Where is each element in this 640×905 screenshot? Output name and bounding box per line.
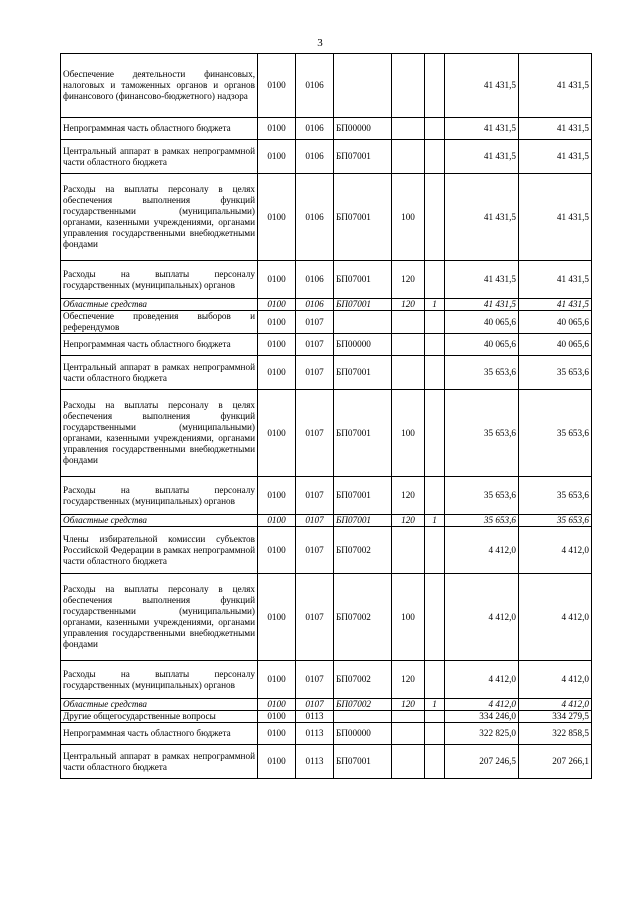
row-target-article: БП07001 — [334, 261, 392, 299]
row-source-code: 1 — [425, 515, 445, 527]
row-subsection-code: 0107 — [296, 477, 334, 515]
row-amount-year1: 35 653,6 — [445, 356, 519, 390]
row-name: Расходы на выплаты персоналу в целях обеспечения выполнения функций государственными (муниципальными) органами, казенными учреждениями, органами управления государственными внебюджетными фондами — [61, 174, 258, 261]
row-name: Обеспечение деятельности финансовых, налоговых и таможенных органов и органов финансового (финансово-бюджетного) надзора — [61, 54, 258, 118]
table-row — [61, 261, 592, 299]
row-source-code — [425, 174, 445, 261]
row-target-article: БП07002 — [334, 574, 392, 661]
row-name: Областные средства — [61, 515, 258, 527]
row-expense-type: 120 — [392, 515, 425, 527]
row-name: Непрограммная часть областного бюджета — [61, 723, 258, 745]
row-amount-year2: 35 653,6 — [519, 390, 592, 477]
row-name: Непрограммная часть областного бюджета — [61, 334, 258, 356]
table-row — [61, 54, 592, 118]
row-name: Областные средства — [61, 699, 258, 711]
row-name: Обеспечение проведения выборов и референдумов — [61, 311, 258, 334]
row-target-article: БП07001 — [334, 299, 392, 311]
row-amount-year1: 40 065,6 — [445, 311, 519, 334]
table-row — [61, 390, 592, 477]
row-amount-year2: 334 279,5 — [519, 711, 592, 723]
row-section-code: 0100 — [258, 140, 296, 174]
table-row — [61, 356, 592, 390]
row-name: Центральный аппарат в рамках непрограммной части областного бюджета — [61, 140, 258, 174]
row-target-article — [334, 54, 392, 118]
row-name: Расходы на выплаты персоналу государственных (муниципальных) органов — [61, 261, 258, 299]
row-amount-year2: 4 412,0 — [519, 661, 592, 699]
row-target-article: БП07002 — [334, 661, 392, 699]
row-source-code — [425, 661, 445, 699]
table-row — [61, 711, 592, 723]
row-amount-year1: 41 431,5 — [445, 261, 519, 299]
row-expense-type — [392, 745, 425, 779]
row-section-code: 0100 — [258, 299, 296, 311]
row-amount-year2: 35 653,6 — [519, 515, 592, 527]
row-subsection-code: 0106 — [296, 54, 334, 118]
row-amount-year2: 35 653,6 — [519, 356, 592, 390]
row-section-code: 0100 — [258, 311, 296, 334]
row-section-code: 0100 — [258, 515, 296, 527]
row-section-code: 0100 — [258, 661, 296, 699]
row-subsection-code: 0113 — [296, 711, 334, 723]
table-row — [61, 527, 592, 574]
table-row — [61, 723, 592, 745]
row-section-code: 0100 — [258, 54, 296, 118]
row-section-code: 0100 — [258, 527, 296, 574]
row-amount-year1: 41 431,5 — [445, 54, 519, 118]
row-subsection-code: 0107 — [296, 527, 334, 574]
table-row — [61, 311, 592, 334]
row-source-code — [425, 118, 445, 140]
row-name: Другие общегосударственные вопросы — [61, 711, 258, 723]
row-source-code — [425, 711, 445, 723]
page-number: 3 — [317, 37, 323, 49]
row-subsection-code: 0107 — [296, 311, 334, 334]
row-source-code — [425, 574, 445, 661]
row-section-code: 0100 — [258, 334, 296, 356]
row-expense-type — [392, 711, 425, 723]
row-source-code — [425, 745, 445, 779]
row-section-code: 0100 — [258, 723, 296, 745]
row-expense-type — [392, 356, 425, 390]
row-expense-type: 100 — [392, 174, 425, 261]
row-subsection-code: 0107 — [296, 661, 334, 699]
row-amount-year2: 4 412,0 — [519, 527, 592, 574]
row-amount-year1: 4 412,0 — [445, 661, 519, 699]
row-source-code — [425, 334, 445, 356]
row-amount-year2: 41 431,5 — [519, 140, 592, 174]
row-amount-year1: 35 653,6 — [445, 477, 519, 515]
row-amount-year1: 4 412,0 — [445, 699, 519, 711]
row-expense-type: 120 — [392, 261, 425, 299]
row-expense-type: 120 — [392, 699, 425, 711]
row-source-code: 1 — [425, 699, 445, 711]
row-amount-year2: 4 412,0 — [519, 574, 592, 661]
row-amount-year2: 322 858,5 — [519, 723, 592, 745]
row-subsection-code: 0106 — [296, 261, 334, 299]
row-name: Члены избирательной комиссии субъектов Российской Федерации в рамках непрограммной части областного бюджета — [61, 527, 258, 574]
row-section-code: 0100 — [258, 118, 296, 140]
row-source-code — [425, 140, 445, 174]
row-section-code: 0100 — [258, 711, 296, 723]
row-name: Расходы на выплаты персоналу в целях обеспечения выполнения функций государственными (муниципальными) органами, казенными учреждениями, органами управления государственными внебюджетными фондами — [61, 574, 258, 661]
row-source-code — [425, 54, 445, 118]
row-subsection-code: 0107 — [296, 334, 334, 356]
row-name: Областные средства — [61, 299, 258, 311]
row-name: Расходы на выплаты персоналу в целях обеспечения выполнения функций государственными (муниципальными) органами, казенными учреждениями, органами управления государственными внебюджетными фондами — [61, 390, 258, 477]
row-name: Центральный аппарат в рамках непрограммной части областного бюджета — [61, 356, 258, 390]
row-amount-year1: 40 065,6 — [445, 334, 519, 356]
table-row — [61, 574, 592, 661]
row-target-article: БП00000 — [334, 118, 392, 140]
row-amount-year1: 41 431,5 — [445, 118, 519, 140]
row-amount-year1: 41 431,5 — [445, 174, 519, 261]
row-name: Расходы на выплаты персоналу государственных (муниципальных) органов — [61, 661, 258, 699]
row-source-code — [425, 390, 445, 477]
row-amount-year2: 41 431,5 — [519, 54, 592, 118]
row-section-code: 0100 — [258, 261, 296, 299]
row-source-code — [425, 477, 445, 515]
row-amount-year2: 207 266,1 — [519, 745, 592, 779]
row-expense-type — [392, 311, 425, 334]
table-row — [61, 661, 592, 699]
row-target-article: БП07001 — [334, 356, 392, 390]
row-source-code — [425, 356, 445, 390]
row-expense-type — [392, 54, 425, 118]
row-amount-year1: 4 412,0 — [445, 574, 519, 661]
row-amount-year2: 40 065,6 — [519, 311, 592, 334]
row-subsection-code: 0107 — [296, 390, 334, 477]
row-subsection-code: 0107 — [296, 356, 334, 390]
row-source-code — [425, 311, 445, 334]
table-body — [61, 54, 592, 779]
row-subsection-code: 0107 — [296, 574, 334, 661]
row-section-code: 0100 — [258, 477, 296, 515]
row-expense-type: 120 — [392, 299, 425, 311]
row-target-article: БП07002 — [334, 527, 392, 574]
row-expense-type — [392, 140, 425, 174]
row-source-code — [425, 527, 445, 574]
row-subsection-code: 0106 — [296, 174, 334, 261]
row-section-code: 0100 — [258, 390, 296, 477]
row-source-code — [425, 723, 445, 745]
row-target-article: БП07001 — [334, 140, 392, 174]
row-expense-type: 120 — [392, 477, 425, 515]
row-target-article: БП07001 — [334, 174, 392, 261]
row-subsection-code: 0106 — [296, 118, 334, 140]
row-subsection-code: 0106 — [296, 299, 334, 311]
table-row — [61, 118, 592, 140]
row-subsection-code: 0107 — [296, 699, 334, 711]
row-target-article — [334, 711, 392, 723]
row-expense-type: 100 — [392, 390, 425, 477]
row-name: Расходы на выплаты персоналу государственных (муниципальных) органов — [61, 477, 258, 515]
row-expense-type — [392, 527, 425, 574]
row-amount-year2: 4 412,0 — [519, 699, 592, 711]
row-amount-year1: 4 412,0 — [445, 527, 519, 574]
row-target-article: БП07001 — [334, 390, 392, 477]
row-section-code: 0100 — [258, 356, 296, 390]
row-amount-year2: 41 431,5 — [519, 174, 592, 261]
row-expense-type — [392, 334, 425, 356]
row-subsection-code: 0107 — [296, 515, 334, 527]
row-section-code: 0100 — [258, 699, 296, 711]
row-source-code: 1 — [425, 299, 445, 311]
row-subsection-code: 0106 — [296, 140, 334, 174]
row-section-code: 0100 — [258, 745, 296, 779]
row-target-article: БП07001 — [334, 477, 392, 515]
row-amount-year1: 207 246,5 — [445, 745, 519, 779]
row-subsection-code: 0113 — [296, 745, 334, 779]
row-section-code: 0100 — [258, 574, 296, 661]
row-source-code — [425, 261, 445, 299]
budget-table — [60, 53, 592, 779]
row-section-code: 0100 — [258, 174, 296, 261]
row-expense-type: 120 — [392, 661, 425, 699]
table-row — [61, 334, 592, 356]
row-amount-year1: 35 653,6 — [445, 390, 519, 477]
row-name: Центральный аппарат в рамках непрограммной части областного бюджета — [61, 745, 258, 779]
row-target-article: БП07001 — [334, 515, 392, 527]
row-target-article: БП07002 — [334, 699, 392, 711]
row-amount-year2: 41 431,5 — [519, 261, 592, 299]
table-row — [61, 745, 592, 779]
row-target-article: БП07001 — [334, 745, 392, 779]
row-target-article: БП00000 — [334, 334, 392, 356]
row-subsection-code: 0113 — [296, 723, 334, 745]
row-amount-year2: 41 431,5 — [519, 299, 592, 311]
table-row — [61, 299, 592, 311]
table-row — [61, 699, 592, 711]
table-row — [61, 140, 592, 174]
table-row — [61, 477, 592, 515]
row-amount-year1: 41 431,5 — [445, 299, 519, 311]
row-target-article — [334, 311, 392, 334]
row-amount-year2: 35 653,6 — [519, 477, 592, 515]
row-amount-year1: 334 246,0 — [445, 711, 519, 723]
row-target-article: БП00000 — [334, 723, 392, 745]
row-amount-year1: 322 825,0 — [445, 723, 519, 745]
row-amount-year1: 41 431,5 — [445, 140, 519, 174]
table-row — [61, 515, 592, 527]
row-amount-year2: 41 431,5 — [519, 118, 592, 140]
row-amount-year2: 40 065,6 — [519, 334, 592, 356]
table-row — [61, 174, 592, 261]
row-expense-type — [392, 723, 425, 745]
row-expense-type: 100 — [392, 574, 425, 661]
row-expense-type — [392, 118, 425, 140]
row-amount-year1: 35 653,6 — [445, 515, 519, 527]
row-name: Непрограммная часть областного бюджета — [61, 118, 258, 140]
